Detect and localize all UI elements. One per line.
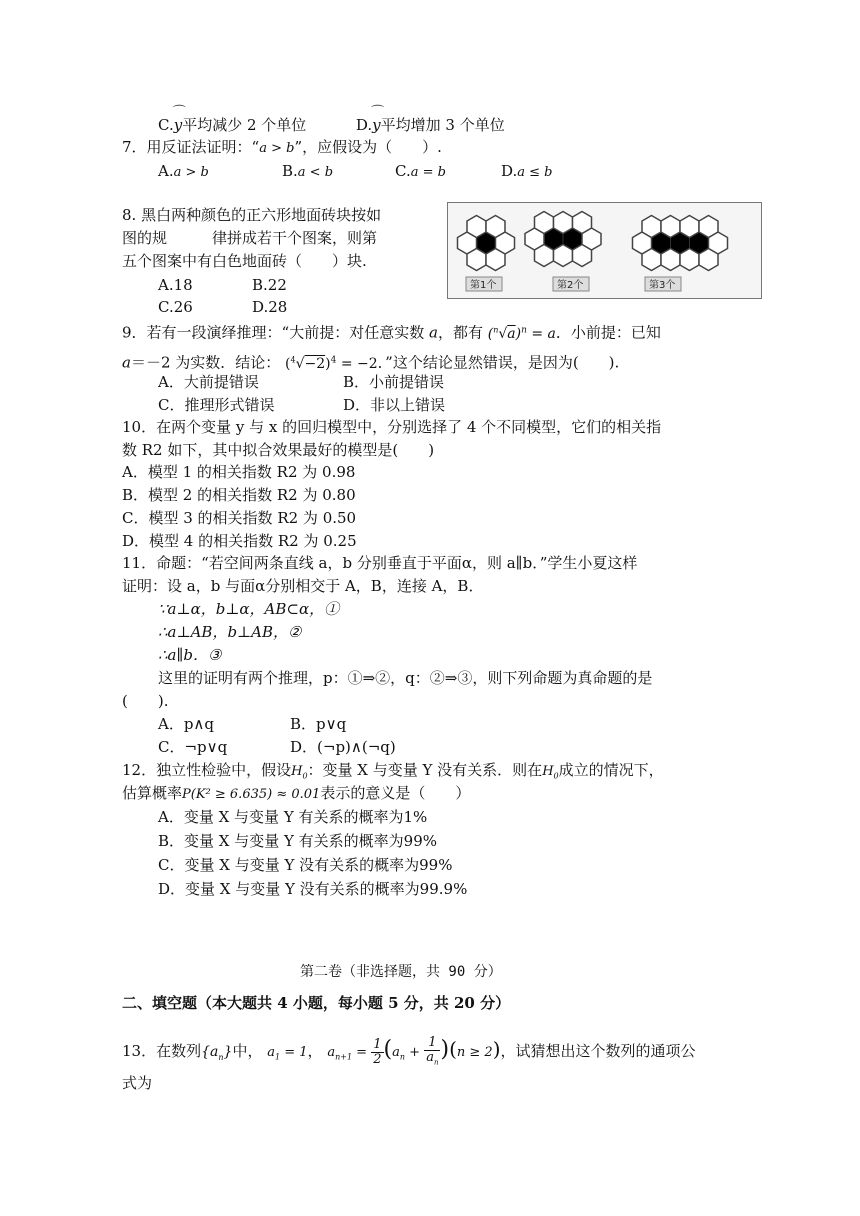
- q10-option-d: D．模型 4 的相关指数 R2 为 0.25: [122, 532, 357, 550]
- pattern-1-label: 第1个: [470, 280, 497, 291]
- q6-options: C.⌒ y平均减少 2 个单位 D.⌒ y平均增加 3 个单位: [158, 115, 505, 135]
- q9-line1: 9．若有一段演绎推理：“大前提：对任意实数 a，都有 $(^n√a)^n = a$．小前提：已知: [122, 323, 661, 342]
- q11-line2: 证明：设 a，b 与面α分别相交于 A，B，连接 A，B．: [122, 577, 484, 595]
- q12-option-d: D．变量 X 与变量 Y 没有关系的概率为99.9%: [158, 880, 468, 898]
- pattern-2: [525, 212, 601, 267]
- section2-title: 第二卷（非选择题，共 90 分）: [300, 964, 502, 980]
- q8-line1: 8. 黑白两种颜色的正六形地面砖块按如: [122, 206, 382, 224]
- q11-option-b: B．p∨q: [290, 715, 347, 733]
- pattern-1: [458, 216, 515, 271]
- q13-line2: 式为: [122, 1074, 153, 1092]
- q12-option-c: C．变量 X 与变量 Y 没有关系的概率为99%: [158, 856, 453, 874]
- q8-option-b: B.22: [252, 276, 287, 294]
- q8-option-a: A.18: [158, 276, 193, 294]
- q11-option-d: D．(¬p)∧(¬q): [290, 738, 396, 756]
- q9-option-a: A．大前提错误: [158, 373, 259, 391]
- q9-option-d: D．非以上错误: [343, 396, 446, 414]
- q9-option-b: B．小前提错误: [343, 373, 445, 391]
- q8-line3: 五个图案中有白色地面砖（ ）块.: [122, 252, 367, 270]
- q8-option-d: D.28: [252, 298, 288, 316]
- q10-option-b: B．模型 2 的相关指数 R2 为 0.80: [122, 486, 356, 504]
- q9-line2: a＝－2 为实数．结论： $(^4√-2)^4 = -2$．”这个结论显然错误，是因为( ).: [122, 353, 620, 372]
- q8-option-c: C.26: [158, 298, 193, 316]
- q11-line3: 这里的证明有两个推理，p：①⇒②，q：②⇒③，则下列命题为真命题的是: [158, 669, 653, 687]
- q10-option-a: A．模型 1 的相关指数 R2 为 0.98: [122, 463, 356, 481]
- q7-stem: 7．用反证法证明：“a > b”，应假设为（ ）.: [122, 138, 442, 156]
- q11-line1: 11．命题：“若空间两条直线 a，b 分别垂直于平面α，则 a∥b．”学生小夏这样: [122, 554, 638, 572]
- q10-option-c: C．模型 3 的相关指数 R2 为 0.50: [122, 509, 357, 527]
- q11-option-c: C．¬p∨q: [158, 738, 228, 756]
- section2-heading: 二、填空题（本大题共 4 小题，每小题 5 分，共 20 分）: [122, 994, 511, 1012]
- q11-line4: ( ).: [122, 692, 169, 710]
- q9-formula-1: $(^n√a)^n = a$: [487, 325, 556, 342]
- q12-option-a: A．变量 X 与变量 Y 有关系的概率为1%: [158, 808, 428, 826]
- hexagon-pattern-figure: [447, 202, 762, 299]
- pattern-3-label: 第3个: [649, 280, 676, 291]
- hexagon-tiles-illustration: [448, 203, 761, 298]
- q11-step2: ∴a⊥AB，b⊥AB，②: [158, 623, 302, 641]
- q10-line1: 10．在两个变量 y 与 x 的回归模型中，分别选择了 4 个不同模型，它们的相关指: [122, 418, 662, 436]
- q12-line2: 估算概率P(K² ≥ 6.635) ≈ 0.01表示的意义是（ ）: [122, 784, 471, 802]
- q9-option-c: C．推理形式错误: [158, 396, 275, 414]
- pattern-2-label: 第2个: [557, 280, 584, 291]
- pattern-3: [633, 216, 728, 271]
- q13-recurrence: $a_{n+1}$ = $\frac{1}{2}$ ($a_n$ + $\frac{1}{a_n}$ )(n ≥ 2): [327, 1034, 501, 1067]
- q8-line2: 图的规 律拼成若干个图案，则第: [122, 229, 378, 247]
- q11-option-a: A．p∧q: [158, 715, 215, 733]
- q12-option-b: B．变量 X 与变量 Y 有关系的概率为99%: [158, 832, 438, 850]
- q11-step1: ∵a⊥α，b⊥α，AB⊂α，①: [158, 600, 340, 618]
- q13-line1: 13．在数列$\{a_n\}$中， $a_1 = 1$， $a_{n+1}$ = $\frac{1}{2}$ ($a_n$ + $\frac{1}{a_n}$ )(n ≥ 2)，试猜想出这个数列的通项公: [122, 1034, 696, 1067]
- q12-line1: 12．独立性检验中，假设$H_0$：变量 X 与变量 Y 没有关系．则在$H_0$成立的情况下，: [122, 761, 664, 781]
- q10-line2: 数 R2 如下，其中拟合效果最好的模型是( ): [122, 441, 435, 459]
- q9-formula-2: $(^4√-2)^4 = -2$: [285, 355, 378, 372]
- q11-step3: ∴a∥b．③: [158, 646, 222, 664]
